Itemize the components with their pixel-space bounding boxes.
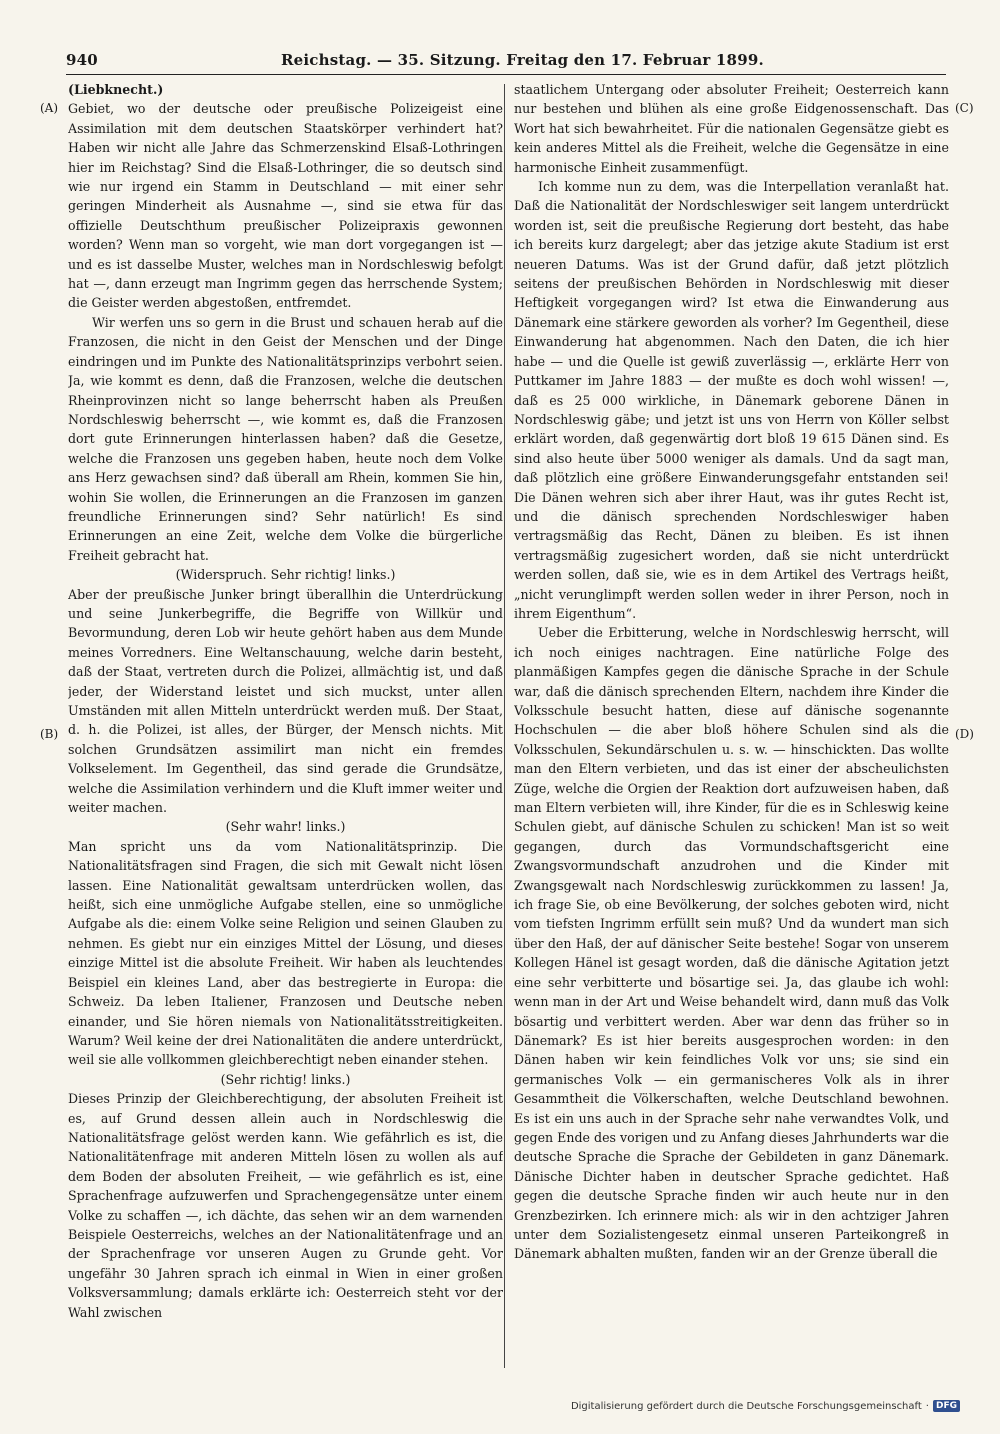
column-divider: [504, 84, 505, 1368]
left-column: [68, 80, 503, 1370]
page-number: 940: [66, 51, 98, 69]
margin-mark-a: (A): [40, 101, 59, 115]
running-title: Reichstag. — 35. Sitzung. Freitag den 17. Februar 1899.: [281, 51, 764, 69]
paragraph: Dieses Prinzip der Gleichberechtigung, der absoluten Freiheit ist es, auf Grund dessen allein auch in Nordschleswig die Nationalitätsfrage gelöst werden kann. Wie gefährlich es ist, die Nationalitätenfrage mit anderen Mitteln lösen zu wollen als auf dem Boden der absoluten Freiheit, — wie gefährlich es ist, eine Sprachenfrage aufzuwerfen und Sprachengegensätze unter einem Volke zu schaffen —, ich dächte, das sehen wir an dem warnenden Beispiele Oesterreichs, welches an der Nationalitätenfrage und an der Sprachenfrage vor unseren Augen zu Grunde geht. Vor ungefähr 30 Jahren sprach ich einmal in Wien in einer großen Volksversammlung; damals erklärte ich: Oesterreich steht vor der Wahl zwischen: [68, 1091, 503, 1320]
paragraph: Ich komme nun zu dem, was die Interpellation veranlaßt hat. Daß die Nationalität der Nordschleswiger seit langem unterdrückt worden ist, seit die preußische Regierung dort besteht, das habe ich bereits kurz dargelegt; aber das jetzige akute Stadium ist erst neueren Datums. Was ist der Grund dafür, daß jetzt plötzlich seitens der preußischen Behörden in Nordschleswig mit dieser Heftigkeit vorgegangen wird? Ist etwa die Einwanderung aus Dänemark eine stärkere geworden als vorher? Im Gegentheil, diese Einwanderung hat abgenommen. Nach den Daten, die ich hier habe — und die Quelle ist gewiß zuverlässig —, erklärte Herr von Puttkamer im Jahre 1883 — der mußte es doch wohl wissen! —, daß es 25 000 wirkliche, in Dänemark geborene Dänen in Nordschleswig gäbe; und jetzt ist uns von Herrn von Köller selbst erklärt worden, daß gegenwärtig dort bloß 19 615 Dänen sind. Es sind also heute über 5000 weniger als damals. Und da sagt man, daß plötzlich eine größere Einwanderungsgefahr entstanden sei! Die Dänen wehren sich aber ihrer Haut, was ihr gutes Recht ist, und die dänisch sprechenden Nordschleswiger haben vertragsmäßig das Recht, Dänen zu bleiben. Es ist ihnen vertragsmäßig zugesichert worden, daß sie nicht unterdrückt werden sollen, daß sie, wie es in dem Artikel des Vertrags heißt, „nicht verunglimpft werden sollen weder in ihrer Person, noch in ihrem Eigenthum“.: [514, 179, 949, 621]
page-header: [66, 47, 946, 73]
right-column: [514, 80, 949, 1370]
margin-mark-c: (C): [955, 101, 974, 115]
margin-mark-b: (B): [40, 727, 59, 741]
interjection: (Sehr richtig! links.): [220, 1071, 351, 1087]
paragraph: Man spricht uns da vom Nationalitätsprinzip. Die Nationalitätsfragen sind Fragen, die sich mit Gewalt nicht lösen lassen. Eine Nationalität gewaltsam unterdrücken wollen, das heißt, sich eine unmögliche Aufgabe stellen, eine so unmögliche Aufgabe als die: einem Volke seine Religion und seinen Glauben zu nehmen. Es giebt nur ein einziges Mittel der Lösung, und dieses einzige Mittel ist die absolute Freiheit. Wir haben als leuchtendes Beispiel ein kleines Land, aber das bestregierte in Europa: die Schweiz. Da leben Italiener, Franzosen und Deutsche neben einander, und Sie hören niemals von Nationalitätsstreitigkeiten. Warum? Weil keine der drei Nationalitäten die andere unterdrückt, weil sie alle vollkommen gleichberechtigt neben einander stehen.: [68, 838, 503, 1068]
paragraph: staatlichem Untergang oder absoluter Freiheit; Oesterreich kann nur bestehen und blühen als eine große Eidgenossenschaft. Das Wort hat sich bewahrheitet. Für die nationalen Gegensätze giebt es kein anderes Mittel als die Freiheit, welche die Gegensätze in eine harmonische Einheit zusammenfügt.: [514, 82, 949, 175]
interjection: (Widerspruch. Sehr richtig! links.): [175, 567, 396, 583]
footer-credit: Digitalisierung gefördert durch die Deutsche Forschungsgemeinschaft: [570, 1400, 922, 1412]
dfg-logo-icon: DFG: [933, 1400, 960, 1412]
speaker-name: (Liebknecht.): [68, 82, 164, 97]
header-rule: [66, 74, 946, 75]
footer: Digitalisierung gefördert durch die Deutsche Forschungsgemeinschaft · DFG: [571, 1400, 960, 1412]
paragraph: Wir werfen uns so gern in die Brust und schauen herab auf die Franzosen, die nicht in den Geist der Menschen und der Dinge eindringen und im Punkte des Nationalitätsprinzips verbohrt seien. Ja, wie kommt es denn, daß die Franzosen, welche die deutschen Rheinprovinzen nicht so lange beherrscht haben als Preußen Nordschleswig beherrscht —, wie kommt es, daß die Franzosen dort gute Erinnerungen hinterlassen haben? daß die Gesetze, welche die Franzosen uns gegeben haben, heute noch dem Volke ans Herz gewachsen sind? daß überall am Rhein, kommen Sie hin, wohin Sie wollen, die Erinnerungen an die Franzosen im ganzen freundliche Erinnerungen sind? Sehr natürlich! Es sind Erinnerungen an eine Zeit, welche dem Volke die bürgerliche Freiheit gebracht hat.: [68, 314, 503, 563]
paragraph: Aber der preußische Junker bringt überallhin die Unterdrückung und seine Junkerbegriffe, die Begriffe von Willkür und Bevormundung, deren Lob wir heute gehört haben aus dem Munde meines Vorredners. Eine Weltanschauung, welche darin besteht, daß der Staat, vertreten durch die Polizei, allmächtig ist, und daß jeder, der Widerstand leistet und sich muckst, unter allen Umständen mit allen Mitteln unterdrückt werden muß. Der Staat, d. h. die Polizei, ist alles, der Bürger, der Mensch nichts. Mit solchen Grundsätzen assimilirt man nicht ein fremdes Volkselement. Im Gegentheil, das sind gerade die Grundsätze, welche die Assimilation verhindern und die Kluft immer weiter und weiter machen.: [68, 586, 503, 816]
paragraph: Gebiet, wo der deutsche oder preußische Polizeigeist eine Assimilation mit dem deutschen Staatskörper verhindert hat? Haben wir nicht alle Jahre das Schmerzenskind Elsaß-Lothringen hier im Reichstag? Sind die Elsaß-Lothringer, die so deutsch sind wie nur irgend ein Stamm in Deutschland — mit einer sehr geringen Minderheit als Ausnahme —, sind sie etwa für das offizielle Deutschthum preußischer Polizeipraxis gewonnen worden? Wenn man so vorgeht, wie man dort vorgegangen ist — und es ist dasselbe Muster, welches man in Nordschleswig befolgt hat —, dann erzeugt man Ingrimm gegen das herrschende System; die Geister werden abgestoßen, entfremdet.: [68, 101, 503, 311]
interjection: (Sehr wahr! links.): [225, 819, 346, 835]
paragraph: Ueber die Erbitterung, welche in Nordschleswig herrscht, will ich noch einiges nachtragen. Eine natürliche Folge des planmäßigen Kampfes gegen die dänische Sprache in der Schule war, daß die dänisch sprechenden Eltern, nachdem ihre Kinder die Volksschule besucht hatten, diese auf dänische sogenannte Hochschulen — die aber bloß höhere Schulen sind als die Volksschulen, Sekundärschulen u. s. w. — hinschickten. Das wollte man den Eltern verbieten, und das ist einer der abscheulichsten Züge, welche die Orgien der Reaktion dort aufzuweisen haben, daß man Eltern verbieten will, ihre Kinder, für die es in Schleswig keine Schulen giebt, auf dänische Schulen zu schicken! Man ist so weit gegangen, durch das Vormundschaftsgericht eine Zwangsvormundschaft anzudrohen und die Kinder mit Zwangsgewalt nach Nordschleswig zurückkommen zu lassen! Ja, ich frage Sie, ob eine Bevölkerung, der solches geboten wird, nicht vom tiefsten Ingrimm erfüllt sein muß? Und da wundert man sich über den Haß, der auf dänischer Seite bestehe! Sogar von unserem Kollegen Hänel ist gesagt worden, daß die dänische Agitation jetzt eine sehr verbitterte und bösartige sei. Ja, das glaube ich wohl: wenn man in der Art und Weise behandelt wird, dann muß das Volk bösartig und verbittert werden. Aber war denn das früher so in Dänemark? Es ist hier bereits ausgesprochen worden: in den Dänen haben wir kein feindliches Volk vor uns; sie sind ein germanisches Volk — ein germanischeres Volk als in ihrer Gesammtheit die Völkerschaften, welche Deutschland bewohnen. Es ist ein uns auch in der Sprache sehr nahe verwandtes Volk, und gegen Ende des vorigen und zu Anfang dieses Jahrhunderts war die deutsche Sprache die Sprache der Gebildeten in ganz Dänemark. Dänische Dichter haben in deutscher Sprache gedichtet. Haß gegen die deutsche Sprache finden wir auch heute nur in den Grenzbezirken. Ich erinnere mich: als wir in den achtziger Jahren unter dem Sozialistengesetz einmal unseren Parteikongreß in Dänemark abhalten mußten, fanden wir an der Grenze überall die: [514, 625, 949, 1262]
margin-mark-d: (D): [955, 727, 974, 741]
